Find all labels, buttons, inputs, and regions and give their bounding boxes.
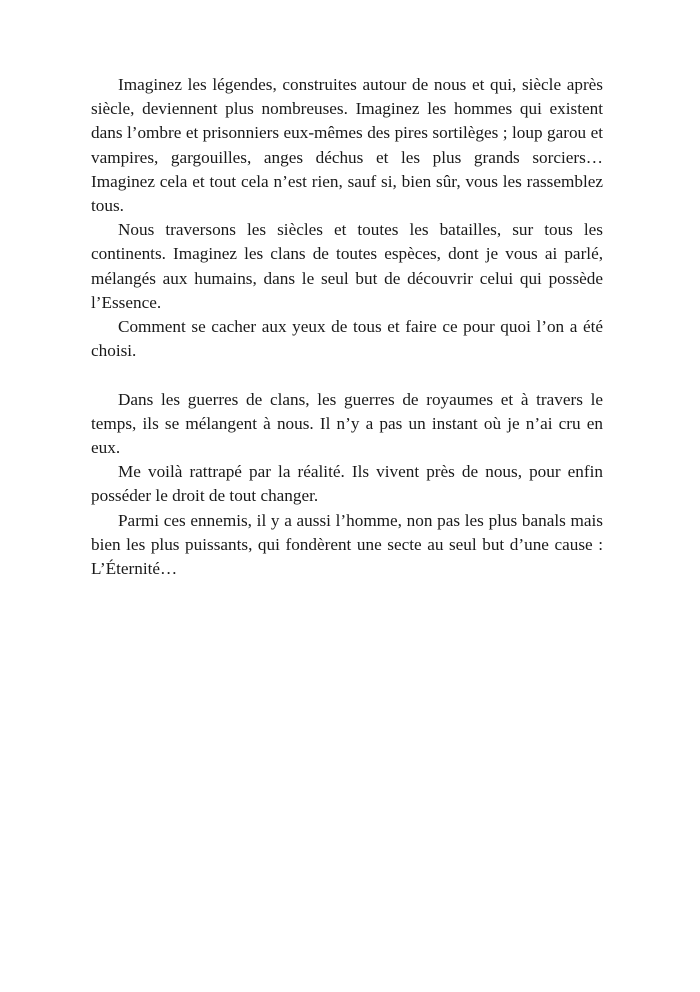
paragraph-legendes: Imaginez les légendes, construites autour de nous et qui, siècle après siècle, deviennent plus nombreuses. Imaginez les hommes qui existent dans l’ombre et prisonniers eux-mêmes des pires sortilèges ; loup garou et vampires, gargouilles, anges déchus et les plus grands sorciers… Imaginez cela et tout cela n’est rien, sauf si, bien sûr, vous les rassemblez tous. xyxy=(91,75,603,216)
paragraph-guerres: Dans les guerres de clans, les guerres de royaumes et à travers le temps, ils se mélangent à nous. Il n’y a pas un instant où je n’ai cru en eux. xyxy=(91,389,603,458)
paragraph-realite: Me voilà rattrapé par la réalité. Ils vivent près de nous, pour enfin posséder le droit de tout changer. xyxy=(91,462,603,506)
paragraph-ennemis: Parmi ces ennemis, il y a aussi l’homme, non pas les plus banals mais bien les plus puissants, qui fondèrent une secte au seul but d’une cause : L’Éternité… xyxy=(91,510,603,579)
paragraph-siecles: Nous traversons les siècles et toutes les batailles, sur tous les continents. Imaginez les clans de toutes espèces, dont je vous ai parlé, mélangés aux humains, dans le seul but de découvrir celui qui possède l’Essence. xyxy=(91,220,603,312)
section-gap xyxy=(91,363,603,387)
paragraph-cacher: Comment se cacher aux yeux de tous et faire ce pour quoi l’on a été choisi. xyxy=(91,317,603,361)
body-text xyxy=(91,73,603,581)
